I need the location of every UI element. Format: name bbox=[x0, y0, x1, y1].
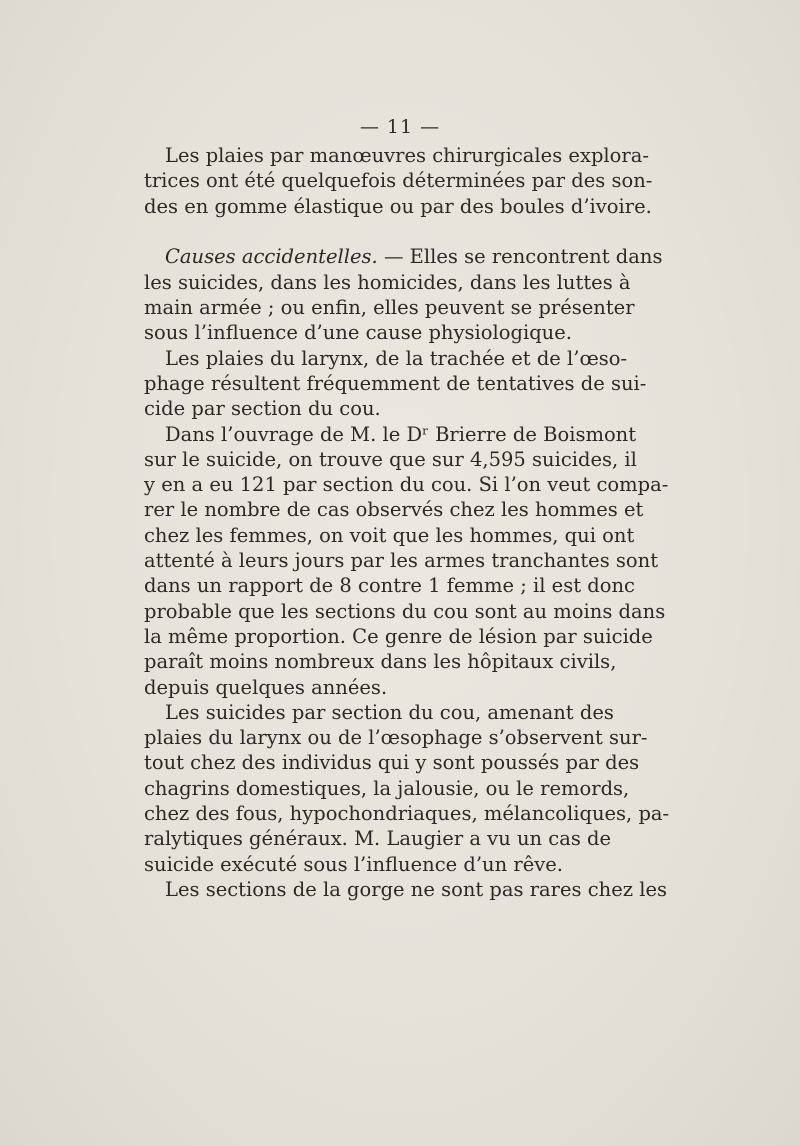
text-line: trices ont été quelquefois déterminées par des son- bbox=[144, 169, 653, 193]
paragraph-2 bbox=[144, 244, 663, 345]
text-line: attenté à leurs jours par les armes tranchantes sont bbox=[144, 549, 659, 573]
section-heading: Causes accidentelles. bbox=[165, 245, 378, 269]
text-line: sur le suicide, on trouve que sur 4,595 suicides, il bbox=[144, 447, 637, 471]
text-line: tout chez des individus qui y sont poussés par des bbox=[144, 751, 640, 775]
text-line-rest: — Elles se rencontrent dans bbox=[377, 245, 663, 269]
text-line: Les plaies du larynx, de la trachée et de l’œso- bbox=[165, 346, 628, 370]
text-line: Dans l’ouvrage de M. le Dʳ Brierre de Boismont bbox=[165, 422, 637, 446]
text-line: des en gomme élastique ou par des boules d’ivoire. bbox=[144, 194, 652, 218]
text-line bbox=[144, 244, 663, 269]
text-line: plaies du larynx ou de l’œsophage s’observent sur- bbox=[144, 726, 648, 750]
text-line: Les plaies par manœuvres chirurgicales explora- bbox=[165, 144, 649, 167]
text-line: rer le nombre de cas observés chez les hommes et bbox=[144, 498, 644, 522]
text-line: cide par section du cou. bbox=[144, 397, 381, 421]
paragraph-4 bbox=[144, 422, 669, 700]
text-line: sous l’influence d’une cause physiologique. bbox=[144, 321, 572, 345]
text-line: chez les femmes, on voit que les hommes, qui ont bbox=[144, 523, 635, 547]
paragraph-1 bbox=[144, 143, 653, 219]
text-line: chez des fous, hypochondriaques, mélancoliques, pa- bbox=[144, 802, 670, 826]
paragraph-gap bbox=[144, 219, 600, 245]
text-line: probable que les sections du cou sont au moins dans bbox=[144, 599, 666, 623]
text-line: ralytiques généraux. M. Laugier a vu un cas de bbox=[144, 827, 612, 851]
text-line: main armée ; ou enfin, elles peuvent se présenter bbox=[144, 296, 635, 320]
body-text bbox=[144, 143, 670, 902]
text-line: Les sections de la gorge ne sont pas rares chez les bbox=[165, 877, 668, 901]
text-line: suicide exécuté sous l’influence d’un rêve. bbox=[144, 852, 563, 876]
text-line: phage résultent fréquemment de tentatives de sui- bbox=[144, 371, 647, 395]
text-line: paraît moins nombreux dans les hôpitaux civils, bbox=[144, 650, 617, 674]
text-line: y en a eu 121 par section du cou. Si l’on veut compa- bbox=[144, 473, 669, 497]
text-line: depuis quelques années. bbox=[144, 675, 388, 699]
paragraph-6 bbox=[144, 877, 668, 902]
text-line: les suicides, dans les homicides, dans les luttes à bbox=[144, 270, 631, 294]
text-line: chagrins domestiques, la jalousie, ou le remords, bbox=[144, 776, 630, 800]
paragraph-3 bbox=[144, 346, 647, 422]
paragraph-5 bbox=[144, 700, 670, 877]
text-line: la même proportion. Ce genre de lésion par suicide bbox=[144, 624, 653, 648]
text-line: Les suicides par section du cou, amenant des bbox=[165, 700, 614, 724]
text-line: dans un rapport de 8 contre 1 femme ; il est donc bbox=[144, 574, 635, 598]
page-number: — 11 — bbox=[359, 116, 441, 138]
